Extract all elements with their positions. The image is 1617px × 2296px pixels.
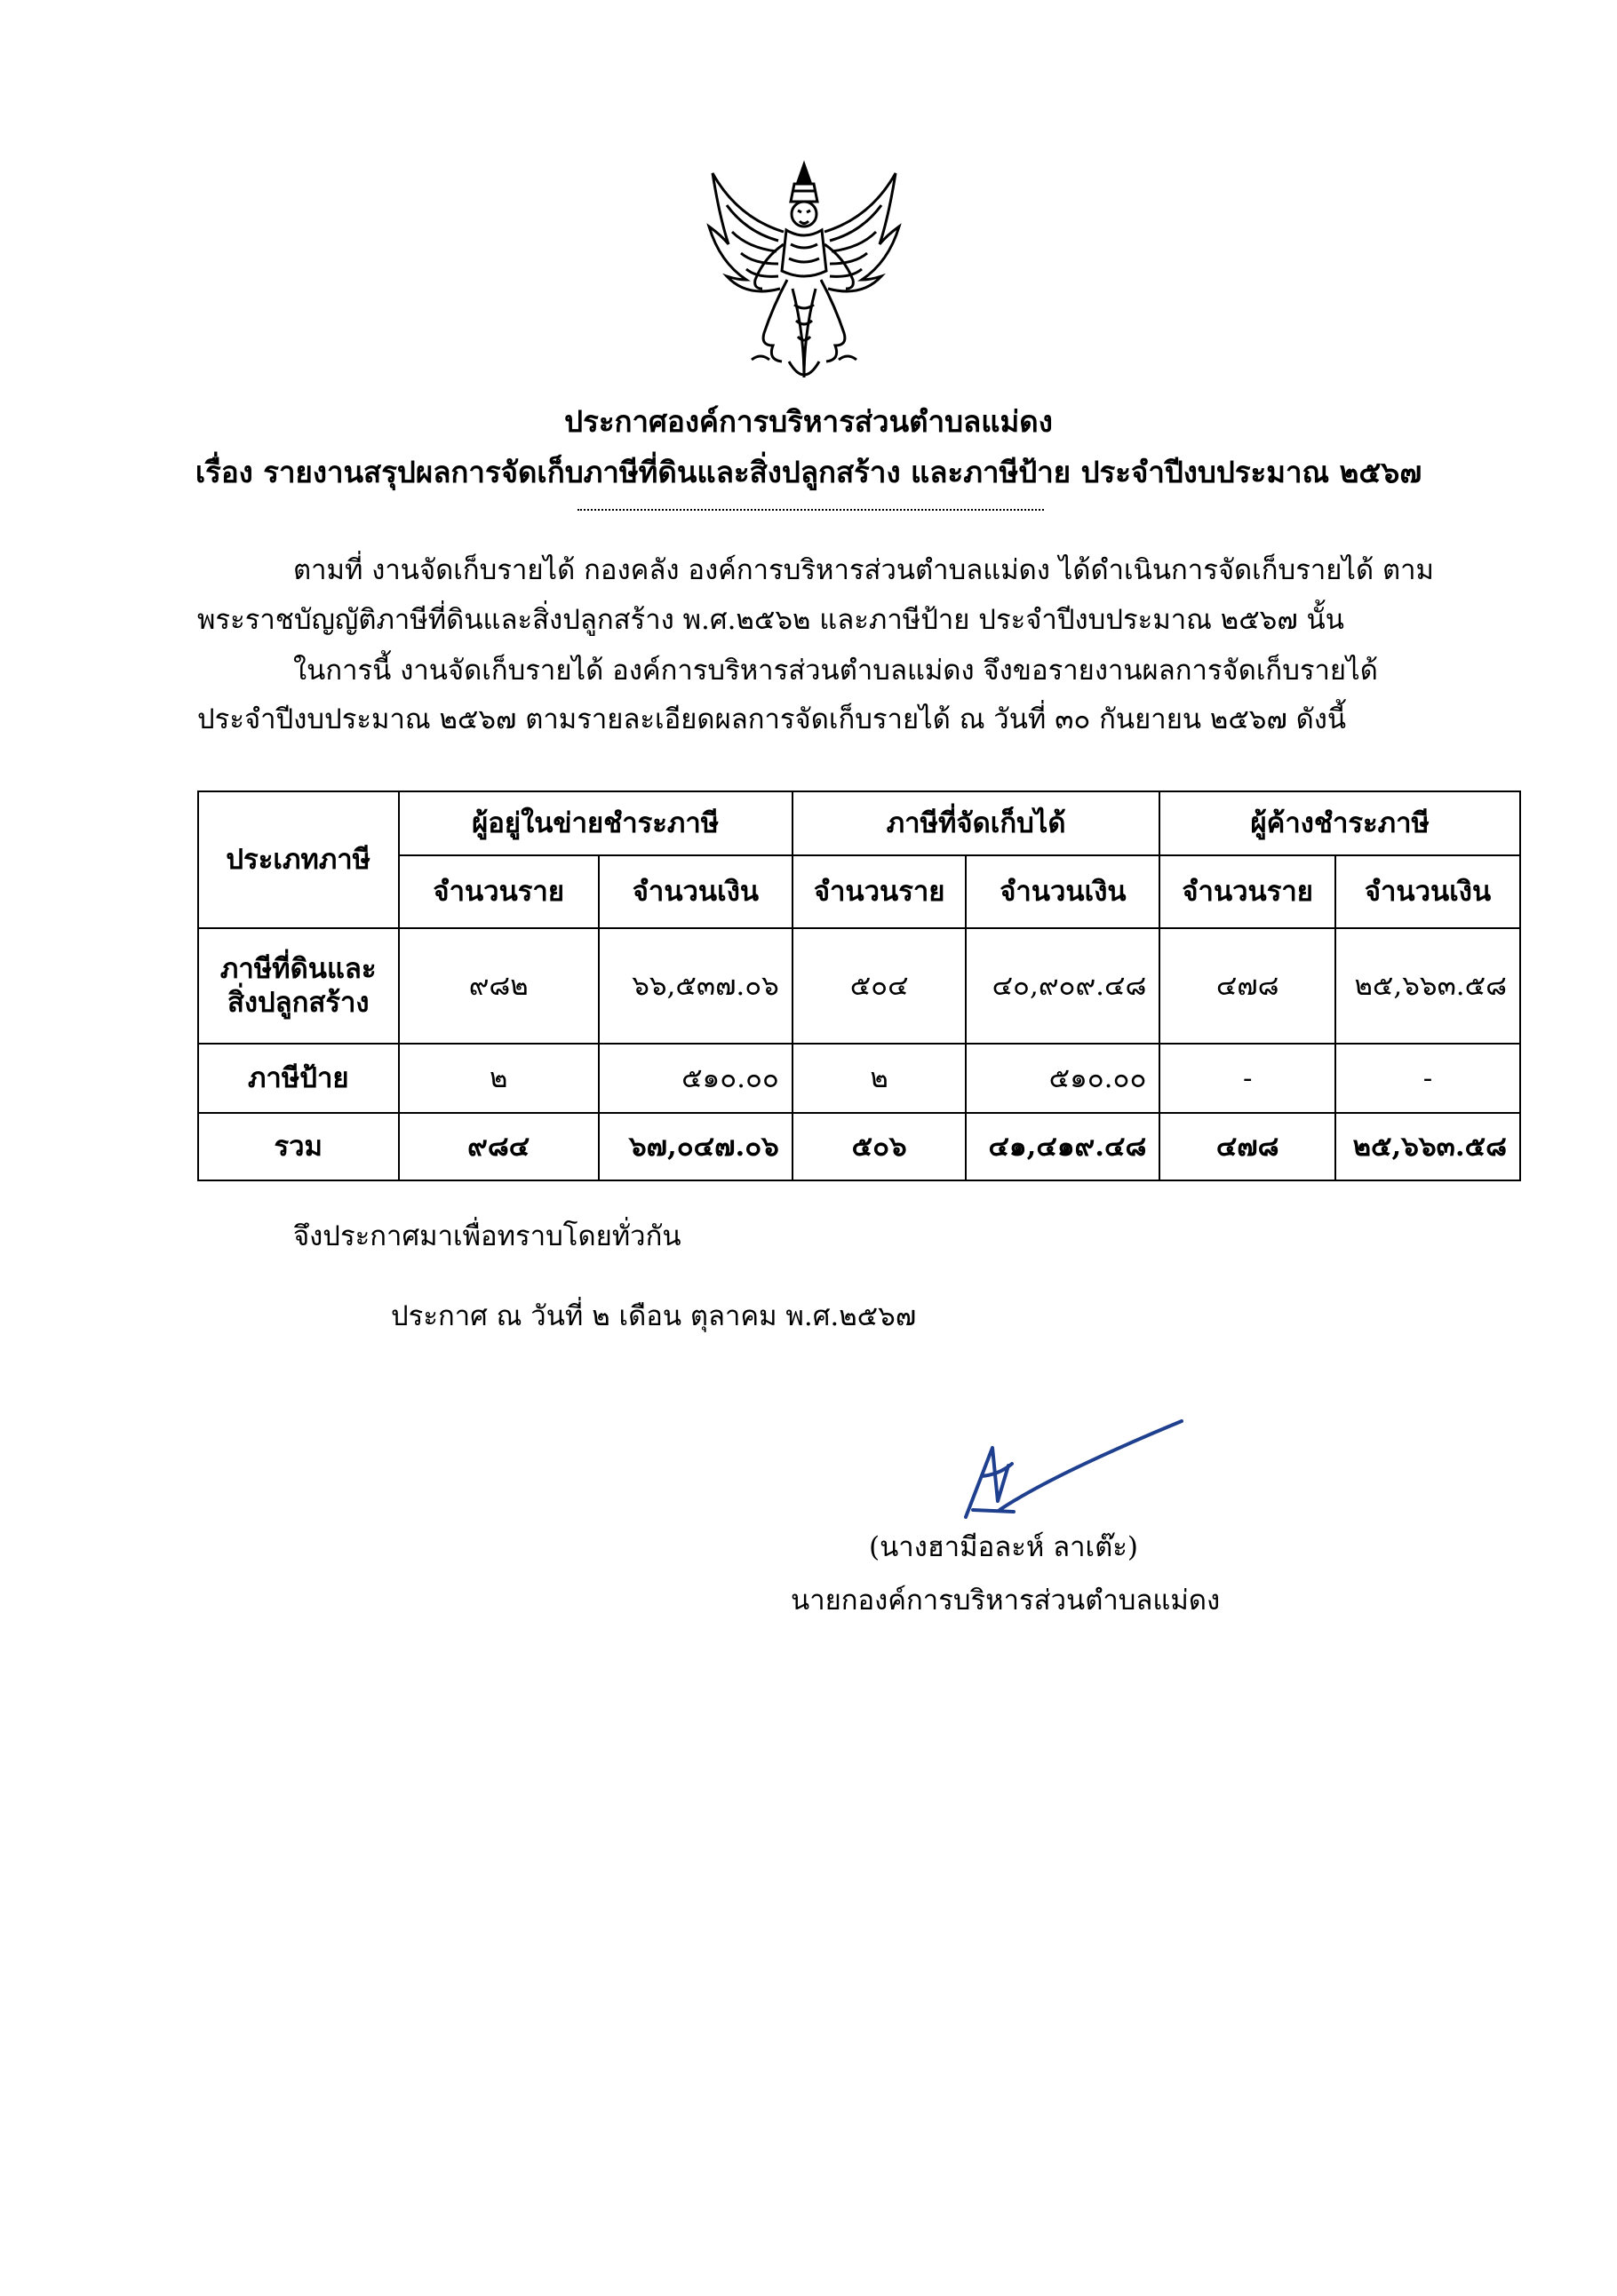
announcement-date: ประกาศ ณ วันที่ ๒ เดือน ตุลาคม พ.ศ.๒๕๖๗ bbox=[391, 1300, 917, 1332]
subheader-amount: จำนวนเงิน bbox=[966, 855, 1159, 928]
header-tax-outstanding: ผู้ค้างชำระภาษี bbox=[1159, 791, 1520, 855]
subheader-amount: จำนวนเงิน bbox=[599, 855, 793, 928]
subheader-count: จำนวนราย bbox=[399, 855, 599, 928]
closing-statement: จึงประกาศมาเพื่อทราบโดยทั่วกัน bbox=[293, 1220, 681, 1252]
signer-title: นายกองค์การบริหารส่วนตำบลแม่ดง bbox=[791, 1585, 1221, 1617]
paragraph-1-line-1: ตามที่ งานจัดเก็บรายได้ กองคลัง องค์การบริหารส่วนตำบลแม่ดง ได้ดำเนินการจัดเก็บรายได้ ตาม bbox=[293, 554, 1434, 586]
table-cell: ๒ bbox=[399, 1044, 599, 1113]
row-type-line-1: ภาษีที่ดินและ bbox=[219, 953, 377, 985]
table-row-total bbox=[198, 1113, 1520, 1180]
row-type-signboard: ภาษีป้าย bbox=[198, 1044, 399, 1113]
table-cell: ๔๑,๔๑๙.๔๘ bbox=[966, 1113, 1159, 1180]
row-type-total: รวม bbox=[198, 1113, 399, 1180]
table-cell: ๒๕,๖๖๓.๕๘ bbox=[1335, 1113, 1520, 1180]
table-cell: ๙๘๔ bbox=[399, 1113, 599, 1180]
document-subject: เรื่อง รายงานสรุปผลการจัดเก็บภาษีที่ดินและสิ่งปลูกสร้าง และภาษีป้าย ประจำปีงบประมาณ ๒๕๖๗ bbox=[195, 455, 1422, 489]
tax-summary-table bbox=[197, 790, 1521, 1181]
paragraph-2-line-1: ในการนี้ งานจัดเก็บรายได้ องค์การบริหารส่วนตำบลแม่ดง จึงขอรายงานผลการจัดเก็บรายได้ bbox=[293, 655, 1378, 687]
row-type-line-2: สิ่งปลูกสร้าง bbox=[227, 987, 370, 1019]
header-tax-collected: ภาษีที่จัดเก็บได้ bbox=[793, 791, 1160, 855]
header-taxpayers-liable: ผู้อยู่ในข่ายชำระภาษี bbox=[399, 791, 793, 855]
handwritten-signature bbox=[946, 1412, 1186, 1528]
table-cell: ๕๑๐.๐๐ bbox=[599, 1044, 793, 1113]
table-cell: ๖๗,๐๔๗.๐๖ bbox=[599, 1113, 793, 1180]
table-row bbox=[198, 1044, 1520, 1113]
paragraph-2-line-2: ประจำปีงบประมาณ ๒๕๖๗ ตามรายละเอียดผลการจัดเก็บรายได้ ณ วันที่ ๓๐ กันยายน ๒๕๖๗ ดังนี้ bbox=[197, 703, 1347, 735]
table-row bbox=[198, 928, 1520, 1044]
document-title: ประกาศองค์การบริหารส่วนตำบลแม่ดง bbox=[564, 404, 1053, 439]
table-cell: - bbox=[1335, 1044, 1520, 1113]
table-cell: - bbox=[1159, 1044, 1335, 1113]
header-tax-type: ประเภทภาษี bbox=[198, 791, 399, 928]
table-cell: ๖๖,๕๓๗.๐๖ bbox=[599, 928, 793, 1044]
signer-name: (นางฮามีอละห์ ลาเต๊ะ) bbox=[869, 1531, 1139, 1563]
table-cell: ๒๕,๖๖๓.๕๘ bbox=[1335, 928, 1520, 1044]
subheader-count: จำนวนราย bbox=[793, 855, 967, 928]
table-cell: ๔๐,๙๐๙.๔๘ bbox=[966, 928, 1159, 1044]
table-cell: ๔๗๘ bbox=[1159, 1113, 1335, 1180]
row-type-land-building bbox=[198, 928, 399, 1044]
table-header-row bbox=[198, 791, 1520, 855]
title-divider bbox=[578, 509, 1044, 511]
table-cell: ๙๘๒ bbox=[399, 928, 599, 1044]
paragraph-1-line-2: พระราชบัญญัติภาษีที่ดินและสิ่งปลูกสร้าง พ.ศ.๒๕๖๒ และภาษีป้าย ประจำปีงบประมาณ ๒๕๖๗ นั้น bbox=[197, 604, 1344, 636]
table-cell: ๕๑๐.๐๐ bbox=[966, 1044, 1159, 1113]
garuda-emblem-icon bbox=[702, 155, 906, 391]
table-cell: ๒ bbox=[793, 1044, 967, 1113]
subheader-amount: จำนวนเงิน bbox=[1335, 855, 1520, 928]
table-cell: ๕๐๔ bbox=[793, 928, 967, 1044]
table-cell: ๕๐๖ bbox=[793, 1113, 967, 1180]
table-cell: ๔๗๘ bbox=[1159, 928, 1335, 1044]
subheader-count: จำนวนราย bbox=[1159, 855, 1335, 928]
